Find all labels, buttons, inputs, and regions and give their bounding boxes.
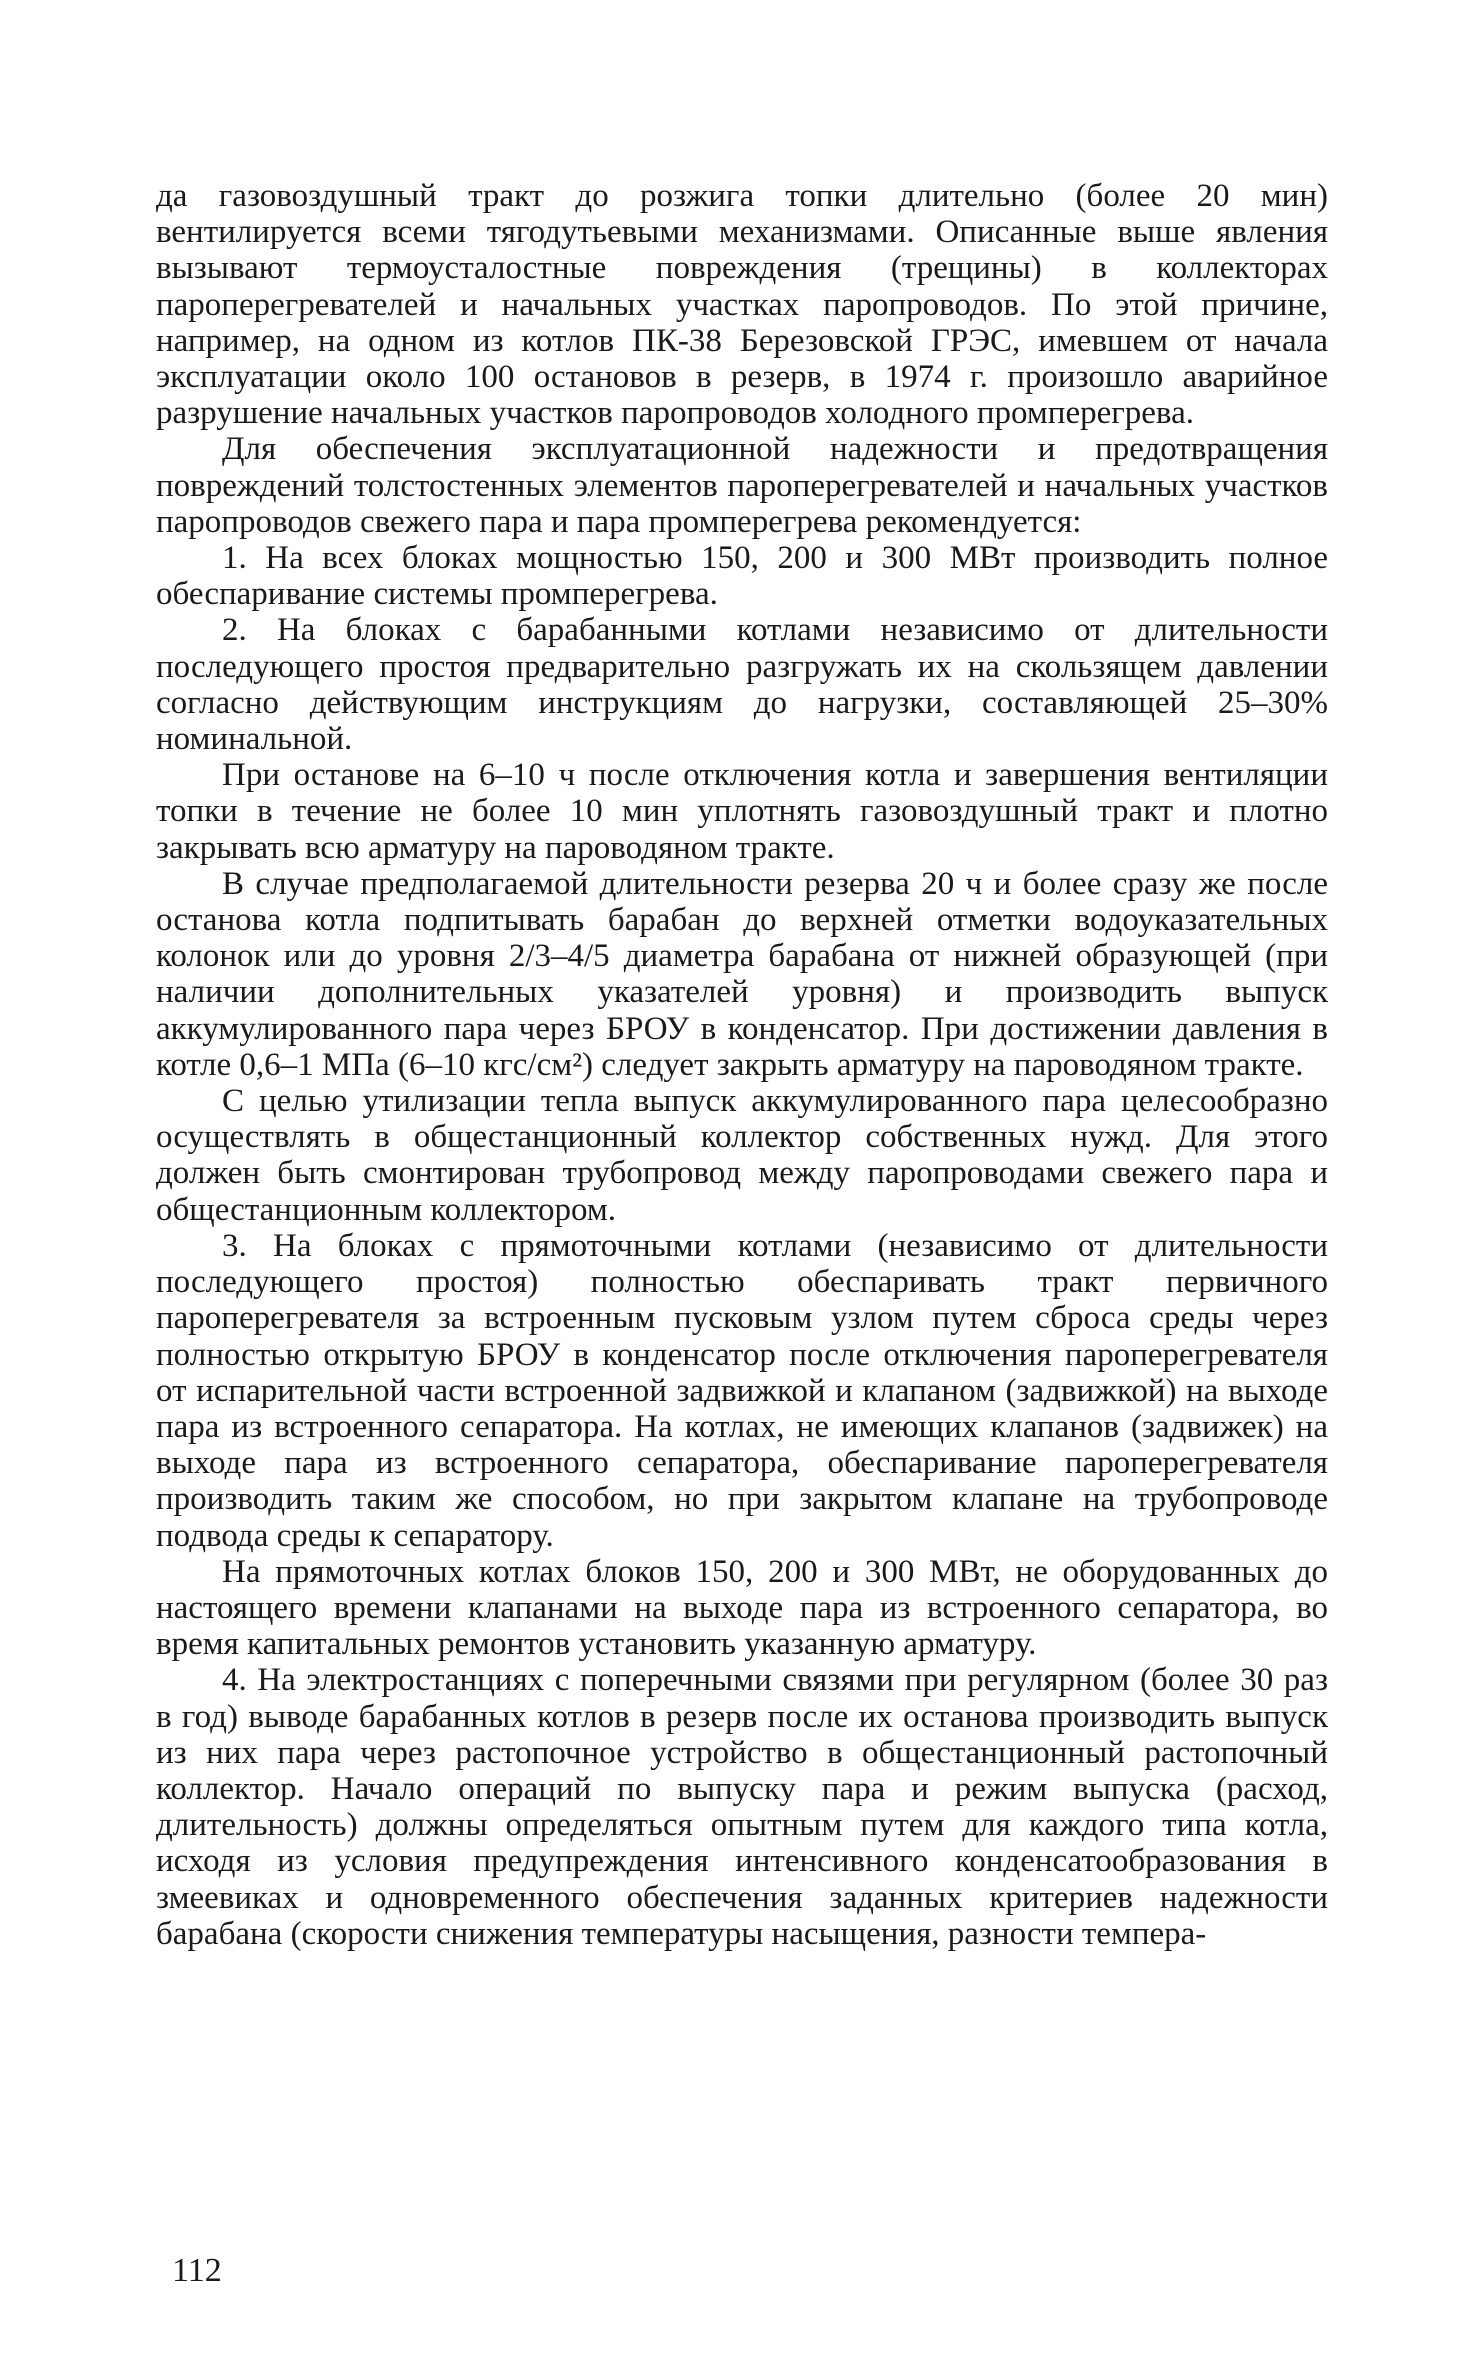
paragraph-heat: С целью утилизации тепла выпуск аккумулированного пара целесообразно осуществлять в общестанционный коллектор собственных нужд. Для этого должен быть смонтирован трубопровод между паропроводами свежего пара и общестанционным коллектором. [156, 1083, 1328, 1228]
page-number: 112 [172, 2252, 222, 2289]
paragraph-intro: Для обеспечения эксплуатационной надежности и предотвращения повреждений толстостенных элементов пароперегревателей и начальных участков паропроводов свежего пара и пара промперегрева рекомендуется: [156, 431, 1328, 540]
paragraph-continued: да газовоздушный тракт до розжига топки длительно (более 20 мин) вентилируется всеми тягодутьевыми механизмами. Описанные выше явления вызывают термоусталостные повреждения (трещины) в коллекторах пароперегревателей и начальных участках паропроводов. По этой причине, например, на одном из котлов ПК-38 Березовской ГРЭС, имевшем от начала эксплуатации около 100 остановов в резерв, в 1974 г. произошло аварийное разрушение начальных участков паропроводов холодного промперегрева. [156, 178, 1328, 432]
page-body [156, 178, 1328, 1952]
paragraph-once-through: На прямоточных котлах блоков 150, 200 и 300 МВт, не оборудованных до настоящего времени клапанами на выходе пара из встроенного сепаратора, во время капитальных ремонтов установить указанную арматуру. [156, 1553, 1328, 1663]
paragraph-item-2: 2. На блоках с барабанными котлами независимо от длительности последующего простоя предварительно разгружать их на скользящем давлении согласно действующим инструкциям до нагрузки, составляющей 25–30% номинальной. [156, 612, 1328, 758]
paragraph-reserve: В случае предполагаемой длительности резерва 20 ч и более сразу же после останова котла подпитывать барабан до верхней отметки водоуказательных колонок или до уровня 2/3–4/5 диаметра барабана от нижней образующей (при наличии дополнительных указателей уровня) и производить выпуск аккумулированного пара через БРОУ в конденсатор. При достижении давления в котле 0,6–1 МПа (6–10 кгс/см²) следует закрыть арматуру на пароводяном тракте. [156, 865, 1328, 1083]
paragraph-item-4: 4. На электростанциях с поперечными связями при регулярном (более 30 раз в год) выводе барабанных котлов в резерв после их останова производить выпуск из них пара через растопочное устройство в общестанционный растопочный коллектор. Начало операций по выпуску пара и режим выпуска (расход, длительность) должны определяться опытным путем для каждого типа котла, исходя из условия предупреждения интенсивного конденсатообразования в змеевиках и одновременного обеспечения заданных критериев надежности барабана (скорости снижения температуры насыщения, разности темпера- [156, 1662, 1328, 1952]
paragraph-item-3: 3. На блоках с прямоточными котлами (независимо от длительности последующего простоя) полностью обеспаривать тракт первичного пароперегревателя за встроенным пусковым узлом путем сброса среды через полностью открытую БРОУ в конденсатор после отключения пароперегревателя от испарительной части встроенной задвижкой и клапаном (задвижкой) на выходе пара из встроенного сепаратора. На котлах, не имеющих клапанов (задвижек) на выходе пара из встроенного сепаратора, обеспаривание пароперегревателя производить таким же способом, но при закрытом клапане на трубопроводе подвода среды к сепаратору. [156, 1227, 1328, 1554]
paragraph-item-1: 1. На всех блоках мощностью 150, 200 и 300 МВт производить полное обеспаривание системы промперегрева. [156, 540, 1328, 613]
paragraph-stop: При останове на 6–10 ч после отключения котла и завершения вентиляции топки в течение не более 10 мин уплотнять газовоздушный тракт и плотно закрывать всю арматуру на пароводяном тракте. [156, 757, 1328, 866]
